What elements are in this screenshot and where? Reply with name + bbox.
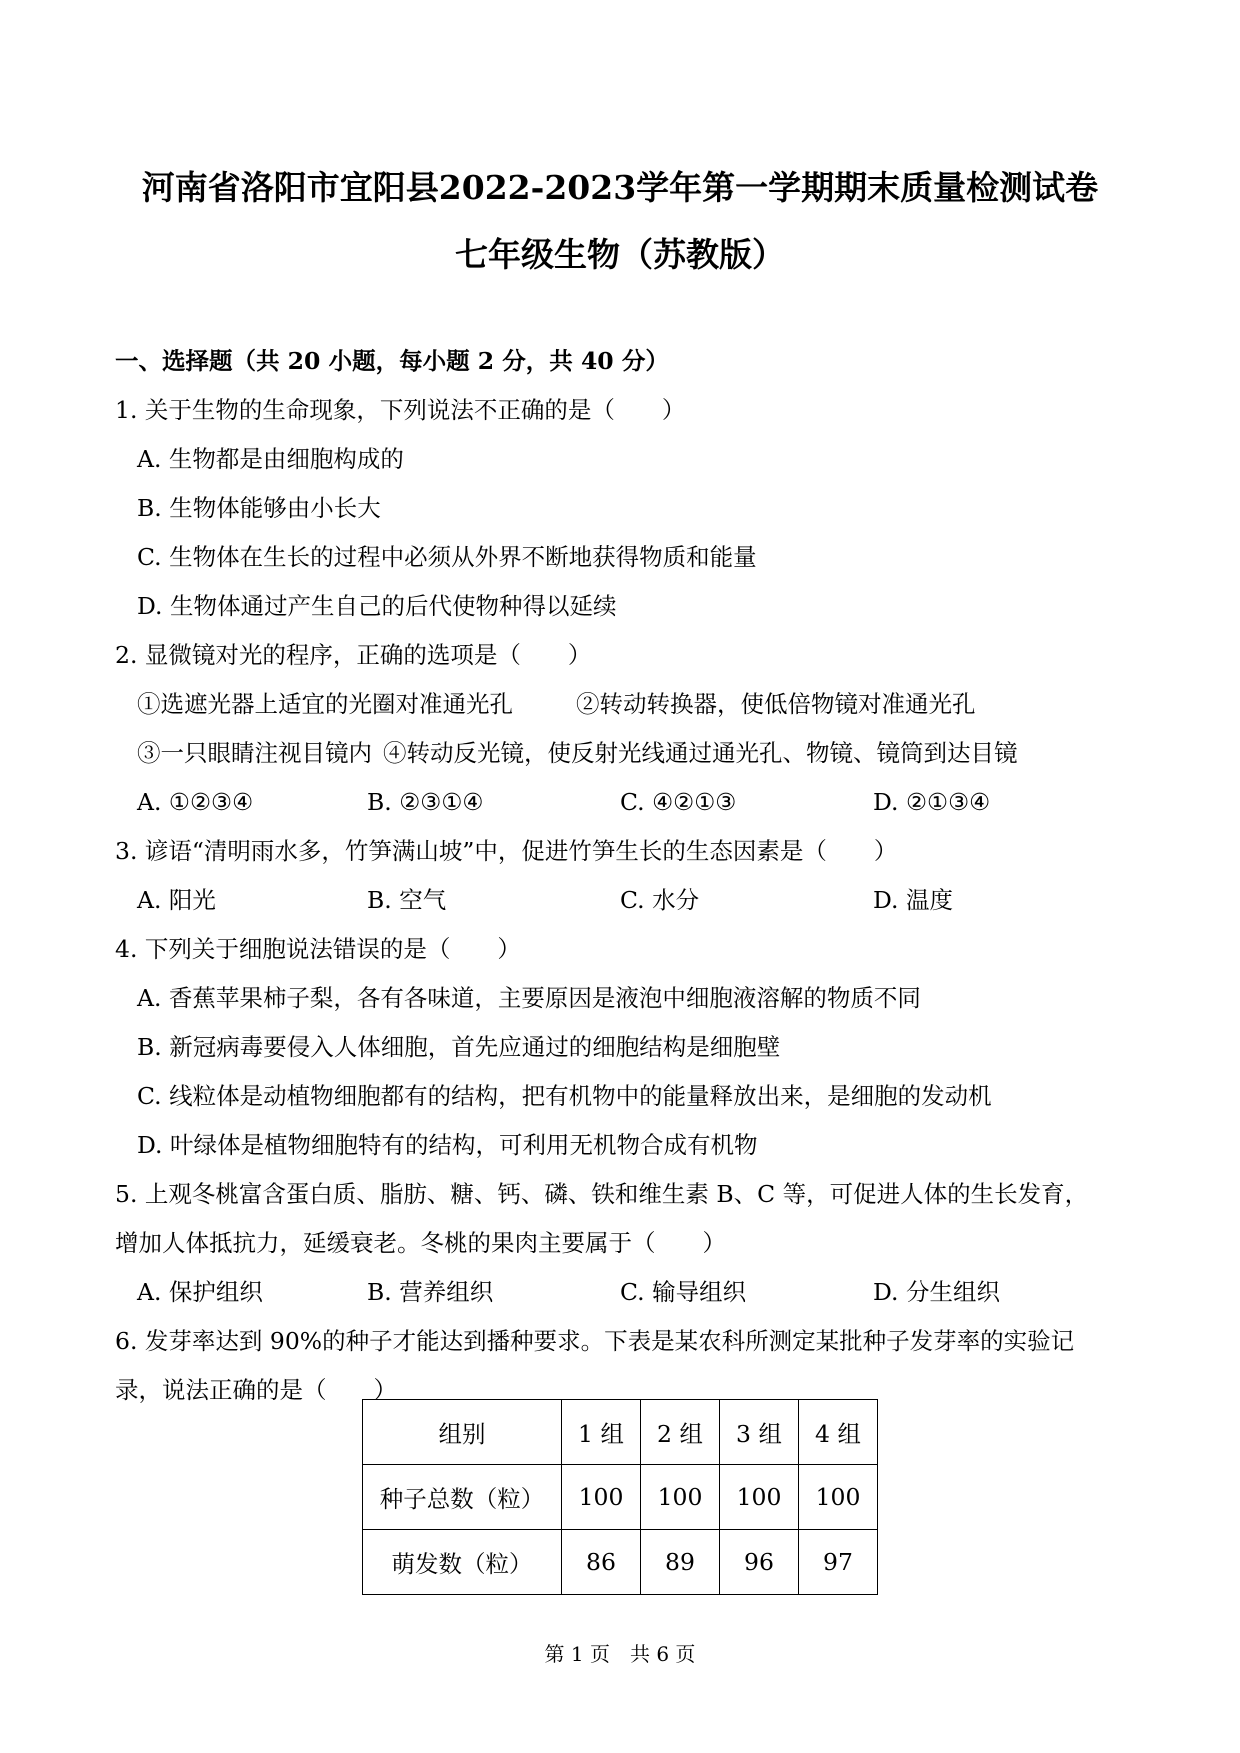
section-heading: 一、选择题（共 20 小题，每小题 2 分，共 40 分） [115,347,669,375]
question-2-option-b: B. ②③①④ [367,788,484,816]
question-1-option-c: C. 生物体在生长的过程中必须从外界不断地获得物质和能量 [137,543,757,571]
table-cell: 96 [720,1530,799,1595]
question-1-option-d: D. 生物体通过产生自己的后代使物种得以延续 [137,592,617,620]
germination-table [362,1399,878,1595]
question-2-option-c: C. ④②①③ [620,788,737,816]
question-2-step-4: ④转动反光镜，使反射光线通过通光孔、物镜、镜筒到达目镜 [383,739,1018,767]
question-2-steps-line-1 [115,680,1135,729]
question-4-option-d: D. 叶绿体是植物细胞特有的结构，可利用无机物合成有机物 [137,1131,758,1159]
question-2-stem: 2. 显微镜对光的程序，正确的选项是（ ） [115,641,592,669]
table-cell: 100 [562,1465,641,1530]
table-header-cell: 组别 [363,1400,562,1465]
question-2-step-2: ②转动转换器，使低倍物镜对准通光孔 [576,690,976,718]
table-header-cell: 1 组 [562,1400,641,1465]
question-3-option-a: A. 阳光 [137,886,216,914]
table-row [363,1530,878,1595]
question-5-options [115,1268,1135,1317]
question-6-stem-line-1: 6. 发芽率达到 90%的种子才能达到播种要求。下表是某农科所测定某批种子发芽率的实验记 [115,1327,1075,1355]
question-3-option-c: C. 水分 [620,886,700,914]
question-3-option-b: B. 空气 [367,886,447,914]
table-cell: 100 [799,1465,878,1530]
question-5-stem-line-2: 增加人体抵抗力，延缓衰老。冬桃的果肉主要属于（ ） [115,1229,726,1257]
question-3-options [115,876,1135,925]
question-4-stem: 4. 下列关于细胞说法错误的是（ ） [115,935,521,963]
table-header-row [363,1400,878,1465]
table-cell: 86 [562,1530,641,1595]
table-row [363,1465,878,1530]
question-2-steps-line-2 [115,729,1135,778]
question-2-options [115,778,1135,827]
question-5-stem-line-1: 5. 上观冬桃富含蛋白质、脂肪、糖、钙、磷、铁和维生素 B、C 等，可促进人体的生长发育， [115,1180,1089,1208]
table-header-cell: 2 组 [641,1400,720,1465]
table-row-label: 萌发数（粒） [363,1530,562,1595]
question-5-option-b: B. 营养组织 [367,1278,494,1306]
table-cell: 100 [720,1465,799,1530]
question-5-option-a: A. 保护组织 [137,1278,263,1306]
question-1-option-a: A. 生物都是由细胞构成的 [137,445,404,473]
exam-title: 河南省洛阳市宜阳县2022-2023学年第一学期期末质量检测试卷 [141,168,1099,207]
exam-content [115,337,1135,1415]
table-cell: 97 [799,1530,878,1595]
table-cell: 89 [641,1530,720,1595]
question-2-step-1: ①选遮光器上适宜的光圈对准通光孔 [137,690,513,718]
question-2-option-d: D. ②①③④ [873,788,991,816]
question-5-option-d: D. 分生组织 [873,1278,1000,1306]
question-2-option-a: A. ①②③④ [137,788,254,816]
question-5-option-c: C. 输导组织 [620,1278,747,1306]
question-3-stem: 3. 谚语“清明雨水多，竹笋满山坡”中，促进竹笋生长的生态因素是（ ） [115,837,898,865]
table-header-cell: 3 组 [720,1400,799,1465]
table-header-cell: 4 组 [799,1400,878,1465]
question-4-option-c: C. 线粒体是动植物细胞都有的结构，把有机物中的能量释放出来，是细胞的发动机 [137,1082,992,1110]
page-footer: 第 1 页 共 6 页 [544,1642,696,1666]
question-4-option-b: B. 新冠病毒要侵入人体细胞，首先应通过的细胞结构是细胞壁 [137,1033,781,1061]
question-2-step-3: ③一只眼睛注视目镜内 [137,739,372,767]
exam-subtitle: 七年级生物（苏教版） [455,235,785,274]
question-6-stem-line-2: 录，说法正确的是（ ） [115,1376,397,1404]
question-1-option-b: B. 生物体能够由小长大 [137,494,381,522]
question-4-option-a: A. 香蕉苹果柿子梨，各有各味道，主要原因是液泡中细胞液溶解的物质不同 [137,984,921,1012]
question-3-option-d: D. 温度 [873,886,953,914]
table-cell: 100 [641,1465,720,1530]
question-1-stem: 1. 关于生物的生命现象，下列说法不正确的是（ ） [115,396,686,424]
table-row-label: 种子总数（粒） [363,1465,562,1530]
